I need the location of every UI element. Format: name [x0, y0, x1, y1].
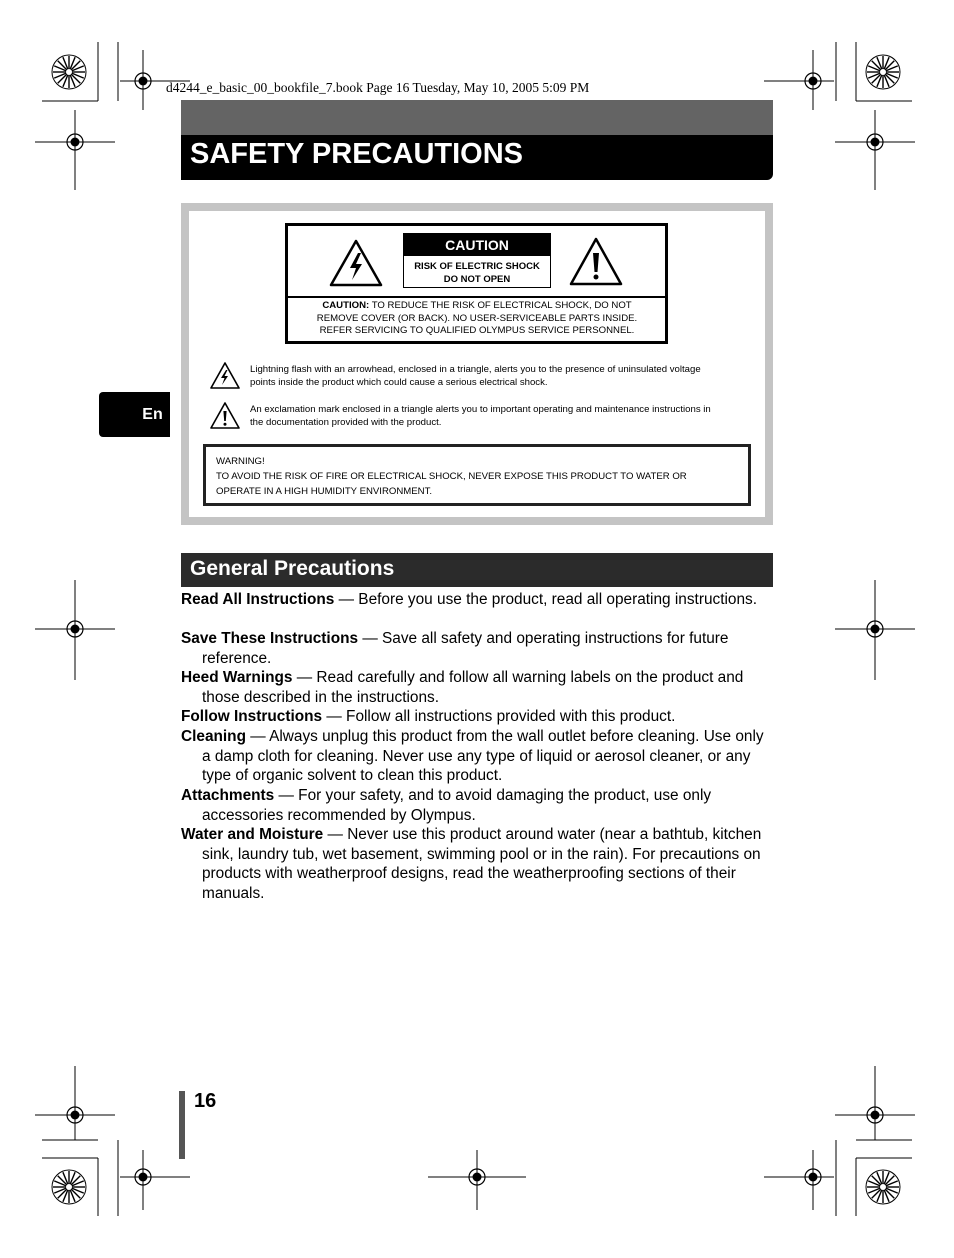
precaution-item: Heed Warnings — Read carefully and follow all warning labels on the product and those described in the instructions.	[181, 669, 744, 706]
page-title: SAFETY PRECAUTIONS	[190, 138, 524, 170]
caution-notice-line3: REFER SERVICING TO QUALIFIED OLYMPUS SERVICE PERSONNEL.	[319, 325, 635, 336]
book-header-line: d4244_e_basic_00_bookfile_7.book Page 16 Tuesday, May 10, 2005 5:09 PM	[166, 80, 590, 95]
lightning-triangle-icon	[328, 238, 384, 288]
warning-box	[203, 444, 751, 506]
caution-notice-bold: CAUTION:	[322, 300, 370, 311]
caution-notice-line2: REMOVE COVER (OR BACK). NO USER-SERVICEABLE PARTS INSIDE.	[316, 312, 638, 324]
section-heading-band	[181, 553, 773, 587]
precaution-item: Attachments — For your safety, and to avoid damaging the product, use only accessories recommended by Olympus.	[181, 787, 712, 824]
precaution-item: Water and Moisture — Never use this product around water (near a bathtub, kitchen sink, laundry tub, wet basement, swimming pool or in the rain). For precautions on products with weatherproof designs, read the weatherproofing sections of their manuals.	[181, 826, 762, 902]
page-number-bar	[179, 1091, 185, 1159]
lightning-triangle-icon	[209, 361, 241, 391]
section-heading: General Precautions	[190, 557, 395, 580]
caution-heading: CAUTION	[404, 234, 550, 256]
precaution-item: Cleaning — Always unplug this product from the wall outlet before cleaning. Use only a damp cloth for cleaning. Never use any type of liquid or aerosol cleaner, or any type of organic solvent to clean this product.	[181, 728, 764, 785]
caution-sub-line1: RISK OF ELECTRIC SHOCK	[414, 261, 540, 272]
lightning-note: Lightning flash with an arrowhead, enclosed in a triangle, alerts you to the presence of uninsulated voltage points inside the product which could cause a serious electrical shock.	[250, 364, 701, 388]
warning-line: TO AVOID THE RISK OF FIRE OR ELECTRICAL SHOCK, NEVER EXPOSE THIS PRODUCT TO WATER OR	[216, 471, 687, 482]
exclamation-triangle-icon	[209, 401, 241, 431]
warning-title: WARNING!	[216, 456, 265, 467]
warning-line: OPERATE IN A HIGH HUMIDITY ENVIRONMENT.	[216, 486, 433, 497]
precaution-item: Follow Instructions — Follow all instructions provided with this product.	[181, 708, 676, 725]
page-number: 16	[194, 1090, 217, 1112]
exclamation-triangle-icon	[568, 236, 624, 288]
caution-notice-line1: TO REDUCE THE RISK OF ELECTRICAL SHOCK, DO NOT	[369, 300, 632, 311]
caution-sub-line2: DO NOT OPEN	[443, 274, 511, 285]
precaution-item: Read All Instructions — Before you use the product, read all operating instructions.	[181, 591, 757, 608]
language-tab: En	[99, 392, 170, 437]
caution-heading-box	[403, 233, 551, 288]
precaution-item: Save These Instructions — Save all safety and operating instructions for future reference.	[181, 630, 729, 667]
caution-notice	[292, 300, 662, 338]
title-band	[181, 100, 773, 180]
exclamation-note: An exclamation mark enclosed in a triangle alerts you to important operating and maintenance instructions in the documentation provided with the product.	[250, 404, 711, 428]
